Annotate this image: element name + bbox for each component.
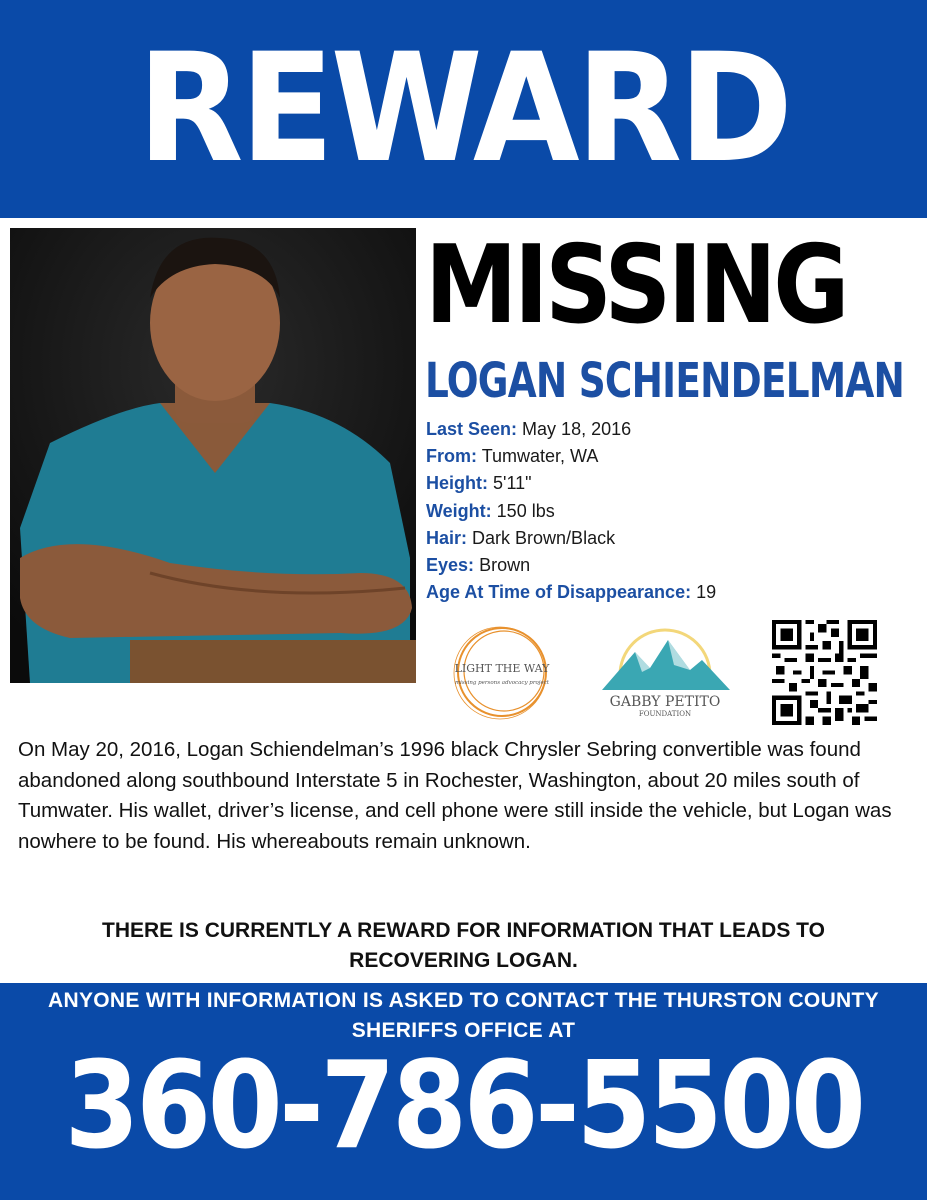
svg-text:missing persons advocacy proje: missing persons advocacy project <box>454 680 550 686</box>
detail-value: Dark Brown/Black <box>472 527 616 548</box>
contact-phone-number[interactable]: 360-786-5500 <box>64 1037 863 1176</box>
person-name: LOGAN SCHIENDELMAN <box>425 353 905 409</box>
detail-hair <box>426 525 716 552</box>
detail-value: Brown <box>479 555 531 576</box>
svg-text:FOUNDATION: FOUNDATION <box>638 710 692 718</box>
light-the-way-logo <box>440 622 570 722</box>
detail-value: May 18, 2016 <box>522 419 632 439</box>
detail-label: Hair: <box>426 527 468 548</box>
detail-label: Last Seen: <box>426 419 518 439</box>
reward-title: REWARD <box>137 22 790 196</box>
missing-person-photo <box>10 228 416 683</box>
contact-banner <box>0 983 927 1200</box>
detail-label: Weight: <box>426 500 492 521</box>
detail-height <box>426 470 716 497</box>
person-details <box>426 416 716 606</box>
detail-from <box>426 443 716 470</box>
svg-text:LIGHT THE WAY: LIGHT THE WAY <box>454 662 550 675</box>
detail-last-seen <box>426 416 716 443</box>
detail-label: Eyes: <box>426 555 475 576</box>
svg-text:GABBY PETITO: GABBY PETITO <box>609 694 721 710</box>
qr-code[interactable] <box>772 620 877 725</box>
detail-weight <box>426 498 716 525</box>
gabby-petito-foundation-logo <box>590 620 740 720</box>
case-description: On May 20, 2016, Logan Schiendelman’s 1996 black Chrysler Sebring convertible was found abandoned along southbound Interstate 5 in Rochester, Washington, about 20 miles south of Tumwater. His wallet, driver’s license, and cell phone were still inside the vehicle, but Logan was nowhere to be found. His whereabouts remain unknown. <box>18 738 892 853</box>
reward-notice: THERE IS CURRENTLY A REWARD FOR INFORMATION THAT LEADS TO RECOVERING LOGAN. <box>102 919 825 972</box>
missing-heading: MISSING <box>425 223 847 348</box>
detail-label: Age At Time of Disappearance: <box>426 582 692 603</box>
reward-banner <box>0 0 927 218</box>
detail-value: Tumwater, WA <box>481 446 599 467</box>
detail-value: 19 <box>696 582 717 603</box>
detail-label: Height: <box>426 473 488 494</box>
detail-value: 5'11" <box>493 473 532 494</box>
partner-logos <box>440 612 880 724</box>
detail-age <box>426 579 716 606</box>
detail-label: From: <box>426 446 477 467</box>
detail-value: 150 lbs <box>496 500 555 521</box>
detail-eyes <box>426 552 716 579</box>
contact-instructions: ANYONE WITH INFORMATION IS ASKED TO CONTACT THE THURSTON COUNTY SHERIFFS OFFICE AT <box>48 989 879 1042</box>
